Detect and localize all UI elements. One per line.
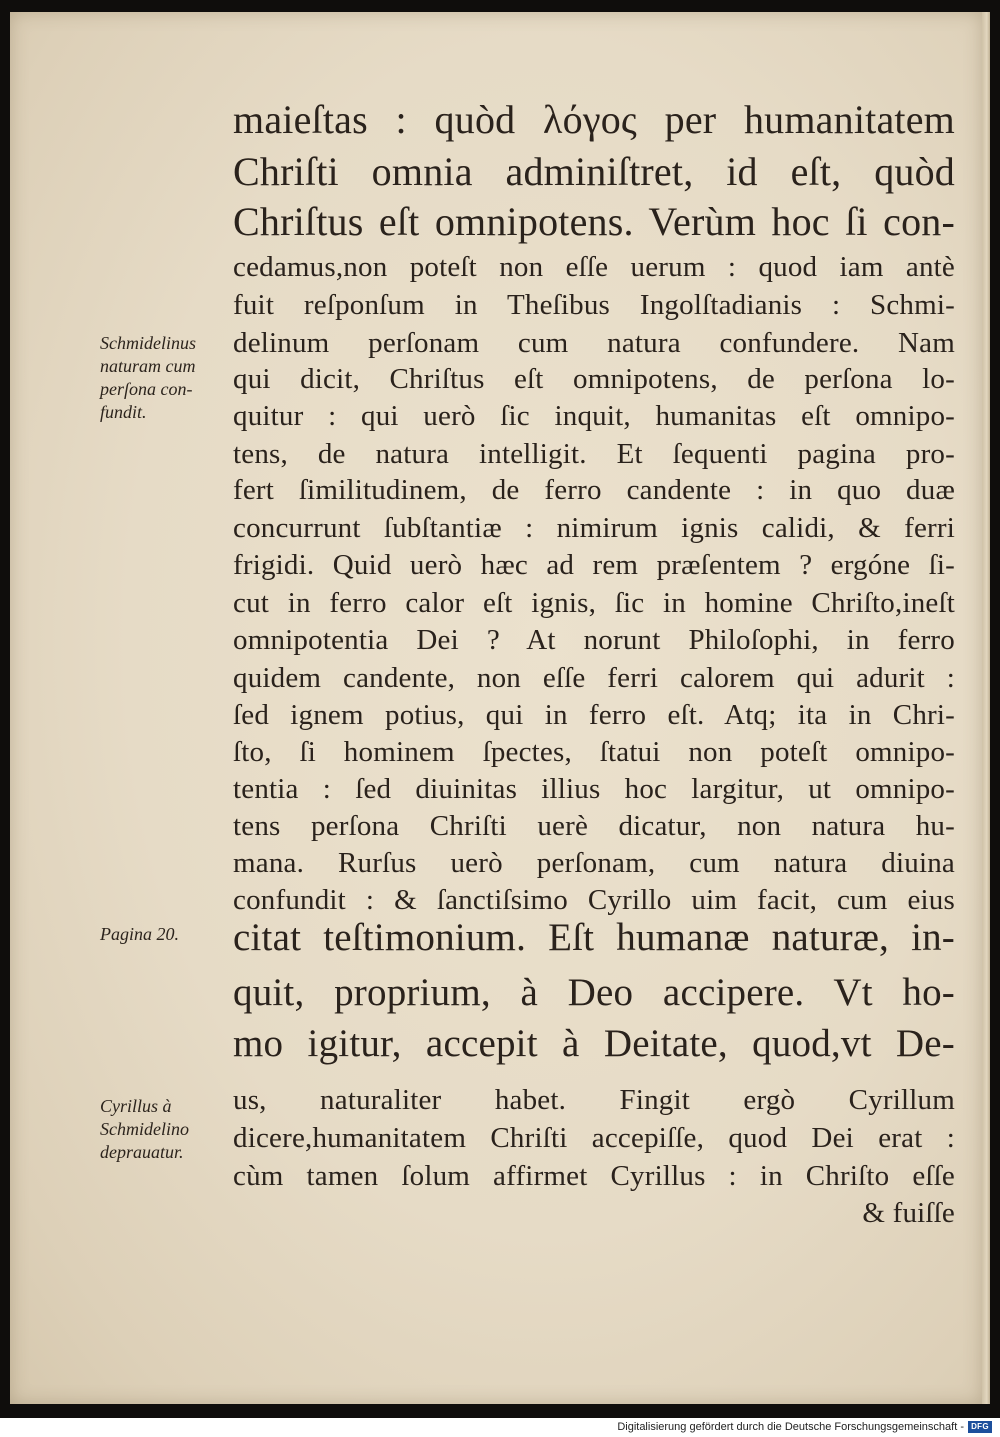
catchword-line: & fuiſſe: [862, 1197, 955, 1229]
text-line: us, naturaliter habet. Fingit ergò Cyrillum: [233, 1084, 955, 1116]
margin-note-line: naturam cum: [100, 356, 196, 376]
text-line: quitur : qui uerò ſic inquit, humanitas eſt omnipo-: [233, 400, 955, 432]
margin-note-line: Schmidelinus: [100, 333, 196, 353]
margin-note-line: Cyrillus à: [100, 1096, 172, 1116]
text-line: delinum perſonam cum natura confundere. Nam: [233, 327, 955, 359]
margin-note-line: perſona con-: [100, 379, 193, 399]
margin-note-line: deprauatur.: [100, 1142, 184, 1162]
text-line: tens perſona Chriſti uerè dicatur, non natura hu-: [233, 810, 955, 842]
text-line: tentia : ſed diuinitas illius hoc largitur, ut omnipo-: [233, 773, 955, 805]
text-line: mo igitur, accepit à Deitate, quod,vt De-: [233, 1022, 955, 1065]
text-line: omnipotentia Dei ? At norunt Philoſophi, in ferro: [233, 624, 955, 656]
margin-note: [100, 923, 236, 946]
margin-note-line: Schmidelino: [100, 1119, 189, 1139]
margin-note-line: fundit.: [100, 402, 147, 422]
text-line: ſto, ſi hominem ſpectes, ſtatui non poteſt omnipo-: [233, 736, 955, 768]
text-line: tens, de natura intelligit. Et ſequenti pagina pro-: [233, 438, 955, 470]
text-line: quidem candente, non eſſe ferri calorem qui adurit :: [233, 662, 955, 694]
text-line: frigidi. Quid uerò hæc ad rem præſentem ? ergóne ſi-: [233, 549, 955, 581]
text-line: mana. Rurſus uerò perſonam, cum natura diuina: [233, 847, 955, 879]
text-line: Chriſti omnia adminiſtret, id eſt, quòd: [233, 149, 955, 194]
text-line: confundit : & ſanctiſsimo Cyrillo uim facit, cum eius: [233, 884, 955, 916]
text-line: maieſtas : quòd λόγος per humanitatem: [233, 97, 955, 142]
margin-note: [100, 1095, 236, 1164]
text-line: qui dicit, Chriſtus eſt omnipotens, de perſona lo-: [233, 363, 955, 395]
text-line: cut in ferro calor eſt ignis, ſic in homine Chriſto,ineſt: [233, 587, 955, 619]
text-line: citat teſtimonium. Eſt humanæ naturæ, in-: [233, 916, 955, 959]
footer-credit: Digitalisierung gefördert durch die Deutsche Forschungsgemeinschaft -: [617, 1421, 964, 1433]
margin-note-line: Pagina 20.: [100, 924, 179, 944]
text-line: dicere,humanitatem Chriſti accepiſſe, quod Dei erat :: [233, 1122, 955, 1154]
text-line: fert ſimilitudinem, de ferro candente : in quo duæ: [233, 474, 955, 506]
dfg-logo[interactable]: DFG: [968, 1421, 992, 1433]
page-edge: [982, 12, 990, 1404]
text-line: concurrunt ſubſtantiæ : nimirum ignis calidi, & ferri: [233, 512, 955, 544]
text-line: cedamus,non poteſt non eſſe uerum : quod iam antè: [233, 251, 955, 283]
margin-note: [100, 332, 236, 424]
text-line: ſed ignem potius, qui in ferro eſt. Atq; ita in Chri-: [233, 699, 955, 731]
text-line: cùm tamen ſolum affirmet Cyrillus : in Chriſto eſſe: [233, 1160, 955, 1192]
text-line: fuit reſponſum in Theſibus Ingolſtadianis : Schmi-: [233, 289, 955, 321]
text-line: quit, proprium, à Deo accipere. Vt ho-: [233, 971, 955, 1014]
text-line: Chriſtus eſt omnipotens. Verùm hoc ſi con-: [233, 199, 955, 244]
